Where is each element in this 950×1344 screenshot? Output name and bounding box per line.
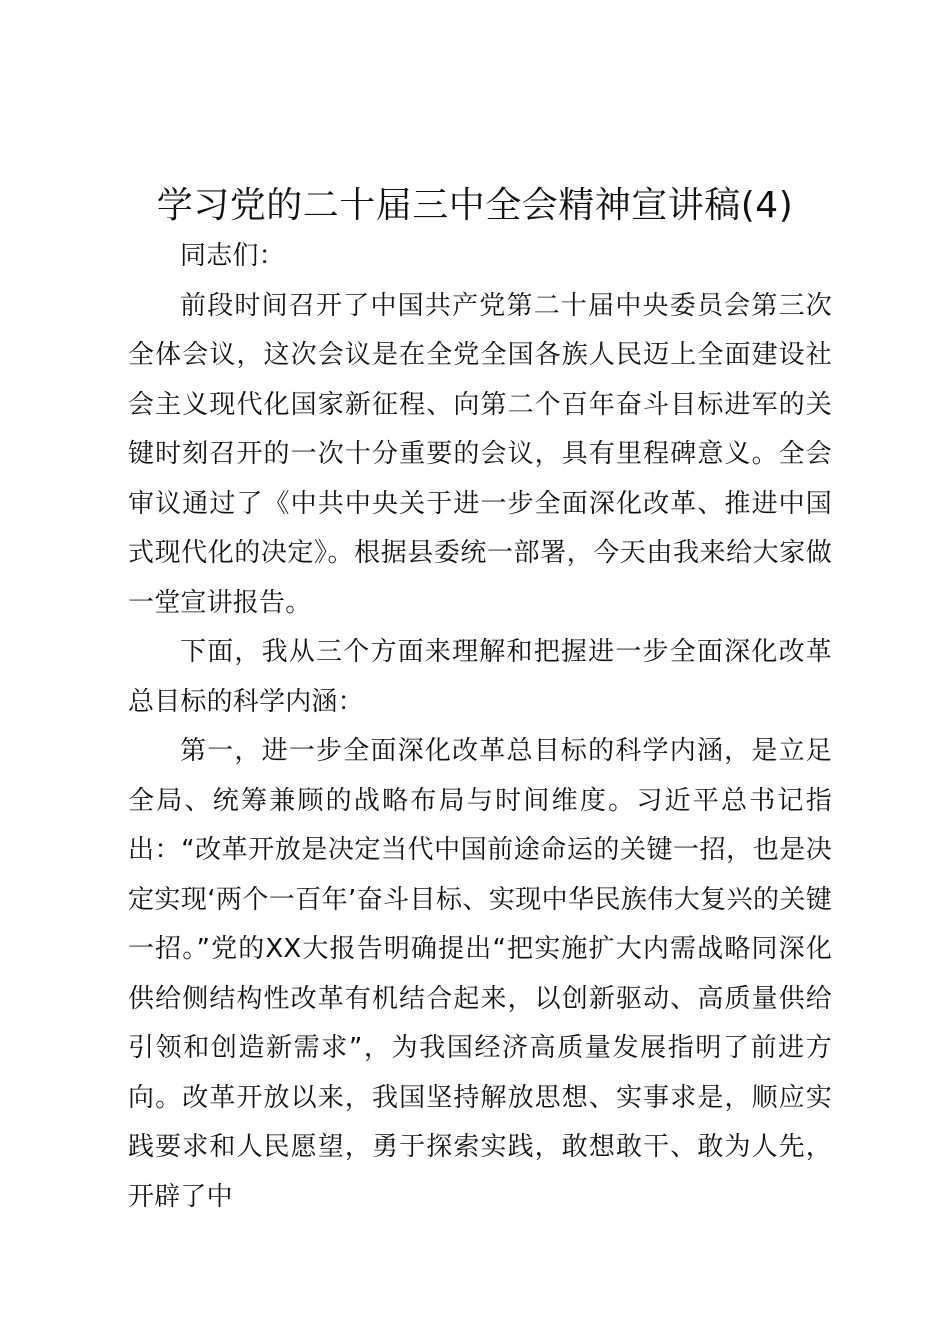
paragraph-intro: 前段时间召开了中国共产党第二十届中央委员会第三次全体会议，这次会议是在全党全国各族人民迈上全面建设社会主义现代化国家新征程、向第二个百年奋斗目标进军的关键时刻召开的一次十分重要的会议，具有里程碑意义。全会审议通过了《中共中央关于进一步全面深化改革、推进中国式现代化的决定》。根据县委统一部署，今天由我来给大家做一堂宣讲报告。 [128,290,832,618]
document-body [128,232,832,1222]
paragraph-outline: 下面，我从三个方面来理解和把握进一步全面深化改革总目标的科学内涵： [128,637,832,717]
salutation: 同志们： [180,241,285,271]
document-title: 学习党的二十届三中全会精神宣讲稿(4) [156,185,794,226]
paragraph-first-point: 第一，进一步全面深化改革总目标的科学内涵，是立足全局、统筹兼顾的战略布局与时间维度。习近平总书记指出：“改革开放是决定当代中国前途命运的关键一招，也是决定实现‘两个一百年’奋斗目标、实现中华民族伟大复兴的关键一招。”党的XX大报告明确提出“把实施扩大内需战略同深化供给侧结构性改革有机结合起来，以创新驱动、高质量供给引领和创造新需求”，为我国经济高质量发展指明了前进方向。改革开放以来，我国坚持解放思想、实事求是，顺应实践要求和人民愿望，勇于探索实践，敢想敢干、敢为人先，开辟了中 [128,736,832,1212]
